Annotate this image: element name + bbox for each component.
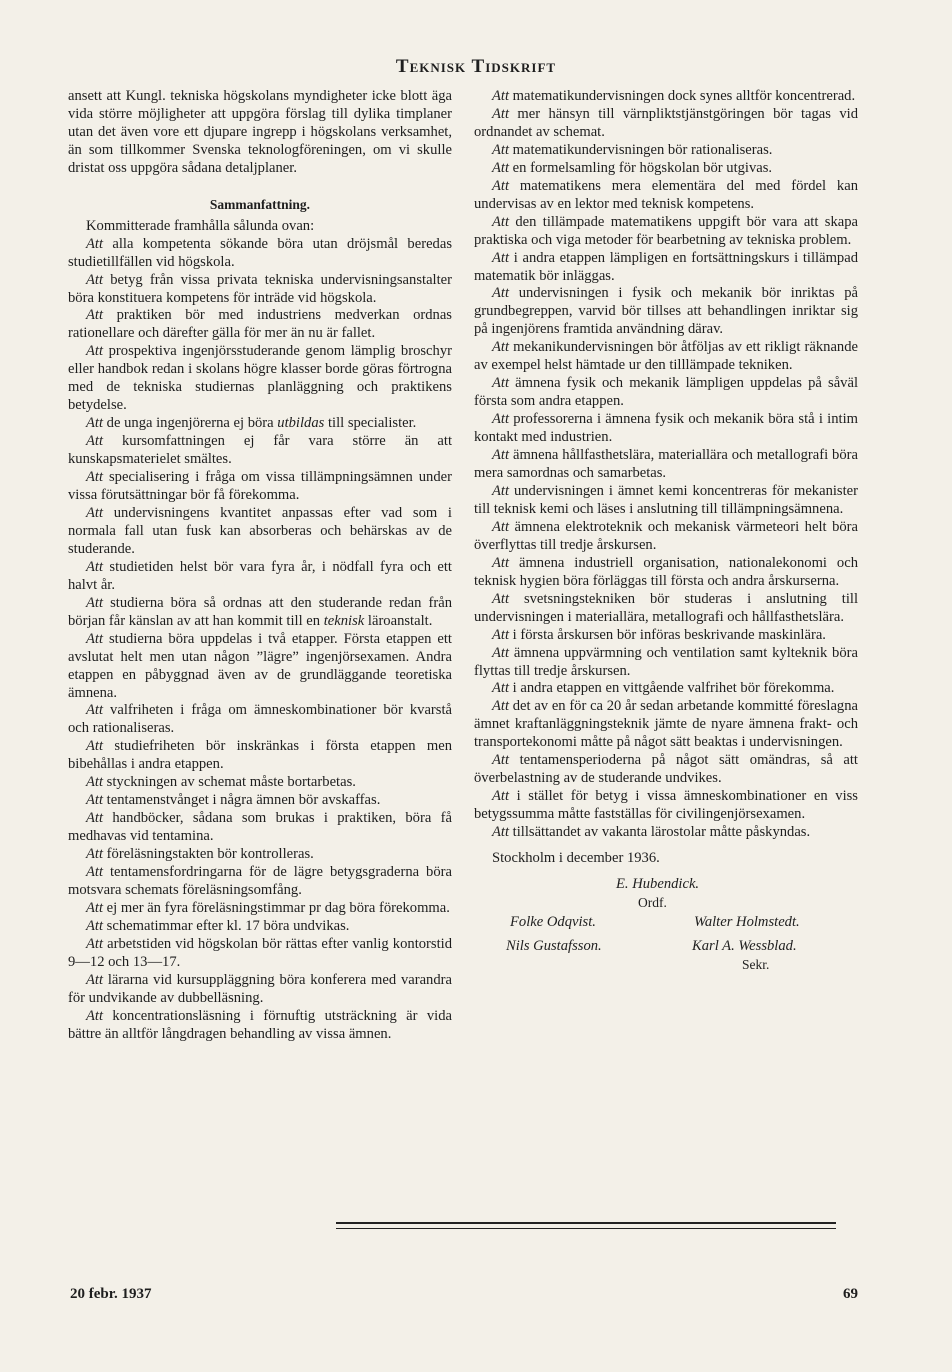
list-item (474, 178, 858, 214)
page-number: 69 (843, 1286, 858, 1302)
att-word: Att (492, 788, 510, 805)
closing-rule-bottom (336, 1228, 836, 1229)
item-text: i andra etappen lämpligen en fortsättningskurs i tillämpad matematik bör inläggas. (474, 249, 858, 284)
att-word: Att (492, 698, 510, 715)
att-word: Att (86, 630, 104, 647)
item-text: mer hänsyn till värnpliktstjänstgöringen bör tagas vid ordnandet av schemat. (474, 105, 858, 140)
att-word: Att (492, 644, 510, 661)
list-item (68, 846, 452, 864)
signature-1: Folke Odqvist. (510, 913, 596, 930)
list-item (474, 142, 858, 160)
att-word: Att (86, 702, 104, 719)
list-item (474, 447, 858, 483)
att-word: Att (86, 971, 104, 988)
list-item (68, 972, 452, 1008)
list-item (68, 792, 452, 810)
list-item (474, 106, 858, 142)
att-word: Att (86, 810, 104, 827)
item-text: studiefriheten bör inskränkas i första etappen men bibehållas i andra etappen. (68, 738, 452, 773)
list-item (474, 285, 858, 339)
item-text-continued: till specialister. (324, 415, 417, 432)
list-item (474, 250, 858, 286)
intro-paragraph: ansett att Kungl. tekniska högskolans myndigheter icke blott äga vida större möjligheter att uppgöra förslag till dylika timplaner utan det även vore ett djupare ingrepp i högskolans verksamhet, än som tillkommer Svenska teknologföreningen, om vi skulle dristat oss uppgöra sådana detaljplaner. (68, 88, 452, 176)
section-heading: Sammanfattning. (209, 196, 311, 212)
att-word: Att (86, 235, 104, 252)
att-word: Att (492, 249, 510, 266)
list-item (68, 810, 452, 846)
item-text: valfriheten i fråga om ämneskombinationer bör kvarstå och rationaliseras. (68, 702, 452, 737)
role-chair: Ordf. (638, 894, 667, 910)
item-text: professorerna i ämnena fysik och mekanik böra stå i intim kontakt med industrien. (474, 411, 858, 446)
att-word: Att (492, 141, 510, 158)
item-text: ämnena fysik och mekanik lämpligen uppdelas på såväl första som andra etappen. (474, 375, 858, 410)
footer-date: 20 febr. 1937 (70, 1286, 152, 1302)
att-word: Att (86, 271, 104, 288)
right-item-list (474, 88, 858, 842)
item-text: i stället för betyg i vissa ämneskombinationer en viss betygssumma måtte fastställas för civilingenjörsexamen. (474, 788, 858, 823)
att-word: Att (492, 159, 510, 176)
list-item (474, 824, 858, 842)
list-item (474, 591, 858, 627)
item-text: matematikundervisningen dock synes alltför koncentrerad. (509, 88, 856, 104)
list-item (68, 702, 452, 738)
list-item (474, 788, 858, 824)
item-text: undervisningens kvantitet anpassas efter vad som i normala fall utan fusk kan absorberas och behärskas av de studerande. (68, 504, 452, 557)
item-text: lärarna vid kursuppläggning böra konferera med varandra för undvikande av dubbelläsning. (68, 971, 452, 1006)
att-word: Att (492, 88, 510, 104)
att-word: Att (86, 469, 104, 486)
att-word: Att (492, 213, 510, 230)
att-word: Att (492, 518, 510, 535)
list-item (474, 411, 858, 447)
item-text: tentamensfordringarna för de lägre betygsgraderna böra motsvara schemats föreläsningsomfång. (68, 864, 452, 898)
item-text: matematikens mera elementära del med fördel kan undervisas av en lektor med teknisk kompetens. (474, 177, 858, 212)
item-emphasis: utbildas (277, 415, 325, 432)
list-item (474, 519, 858, 555)
list-item (474, 698, 858, 752)
closing-rule-top (336, 1222, 836, 1224)
att-word: Att (86, 846, 104, 863)
att-word: Att (86, 307, 104, 324)
att-word: Att (492, 447, 510, 464)
list-item (474, 483, 858, 519)
att-word: Att (86, 415, 104, 432)
list-item (68, 559, 452, 595)
list-item (68, 236, 452, 272)
att-word: Att (86, 917, 104, 934)
right-column (474, 88, 858, 988)
list-item (474, 752, 858, 788)
list-item (68, 900, 452, 918)
att-word: Att (492, 482, 510, 499)
att-word: Att (86, 899, 104, 916)
list-item (68, 918, 452, 936)
att-word: Att (86, 774, 104, 791)
att-word: Att (492, 752, 510, 769)
item-text: studietiden helst bör vara fyra år, i nödfall fyra och ett halvt år. (68, 558, 452, 593)
item-text: den tillämpade matematikens uppgift bör vara att skapa praktiska och viga metoder för bearbetning av tekniska problem. (474, 213, 858, 248)
att-word: Att (86, 433, 104, 450)
att-word: Att (492, 680, 510, 697)
item-text: specialisering i fråga om vissa tillämpningsämnen under vissa förutsättningar bör få förekomma. (68, 469, 452, 504)
item-text: kursomfattningen ej får vara större än att kunskapsmaterielet smältes. (68, 433, 452, 468)
list-item (68, 864, 452, 900)
list-item (68, 505, 452, 559)
att-word: Att (492, 375, 510, 392)
list-item (68, 738, 452, 774)
left-item-list (68, 236, 452, 1044)
list-item (474, 88, 858, 106)
att-word: Att (86, 864, 104, 881)
date-line: Stockholm i december 1936. (492, 850, 660, 867)
att-word: Att (492, 590, 510, 607)
item-text: ej mer än fyra föreläsningstimmar pr dag böra förekomma. (103, 899, 450, 916)
signature-block (474, 868, 858, 988)
signature-chair: E. Hubendick. (616, 875, 700, 892)
item-text: koncentrationsläsning i förnuftig utsträckning är vida bättre än alltför långdragen behandling av vissa ämnen. (68, 1007, 452, 1042)
item-text: alla kompetenta sökande böra utan dröjsmål beredas studietillfällen vid högskola. (68, 235, 452, 270)
att-word: Att (86, 343, 104, 360)
item-text: i andra etappen en vittgående valfrihet bör förekomma. (509, 680, 835, 697)
list-item (68, 307, 452, 343)
list-item (68, 469, 452, 505)
item-text: ämnena hållfasthetslära, materiallära och metallografi böra mera samordnas och samarbetas. (474, 447, 858, 482)
att-word: Att (86, 594, 104, 611)
item-text: prospektiva ingenjörsstuderande genom lämplig broschyr eller handbok redan i skolans högre klasser borde göras förtrogna med de tekniska studiernas planläggning och praktikens betydelse. (68, 343, 452, 414)
lead-paragraph: Kommitterade framhålla sålunda ovan: (86, 217, 315, 234)
att-word: Att (86, 504, 104, 521)
att-word: Att (492, 824, 510, 841)
item-text: matematikundervisningen bör rationaliseras. (509, 141, 773, 158)
left-column (68, 88, 452, 1044)
item-text: schematimmar efter kl. 17 böra undvikas. (103, 917, 350, 934)
item-text: undervisningen i ämnet kemi koncentreras för mekanister till teknisk kemi och läses i anslutning till tillämpningsämnena. (474, 482, 858, 517)
list-item (68, 595, 452, 631)
item-text: styckningen av schemat måste bortarbetas. (103, 774, 356, 791)
att-word: Att (492, 285, 510, 302)
list-item (474, 160, 858, 178)
item-text: en formelsamling för högskolan bör utgivas. (509, 159, 773, 176)
item-text: det av en för ca 20 år sedan arbetande kommitté föreslagna ämnet kraftanläggningsteknik jämte de nyare ämnena frakt- och transportekonomi måtte på något sätt beaktas i undervisningen. (474, 698, 858, 751)
item-text: studierna böra uppdelas i två etapper. Första etappen ett avslutat helt men utan någon ”lägre” ingenjörsexamen. Andra etappen en påbyggnad även av de grundläggande teoretiska ämnena. (68, 630, 452, 701)
list-item (474, 339, 858, 375)
item-text: de unga ingenjörerna ej böra (103, 415, 278, 432)
item-text: tentamensperioderna på något sätt omändras, så att överbelastning av de studerande undvikes. (474, 752, 858, 787)
item-text: ämnena elektroteknik och mekanisk värmeteori helt böra överflyttas till tredje årskursen. (474, 518, 858, 553)
list-item (68, 1008, 452, 1044)
list-item (474, 627, 858, 645)
att-word: Att (492, 339, 510, 356)
item-text: ämnena uppvärmning och ventilation samt kylteknik böra flyttas till tredje årskursen. (474, 644, 858, 679)
signature-4: Karl A. Wessblad. (692, 937, 797, 954)
item-text: handböcker, sådana som brukas i praktiken, böra få medhavas vid tentamina. (68, 810, 452, 845)
att-word: Att (492, 554, 510, 571)
item-text: studierna böra så ordnas att den studerande redan från början får känslan av att han kommit till en (68, 594, 452, 629)
item-text: arbetstiden vid högskolan bör rättas efter vanlig kontorstid 9—12 och 13—17. (68, 935, 452, 970)
att-word: Att (492, 411, 510, 428)
list-item (474, 645, 858, 681)
item-text: mekanikundervisningen bör åtföljas av ett rikligt räknande av exempel helst hämtade ur den tilllämpade tekniken. (474, 339, 858, 374)
item-text: tillsättandet av vakanta lärostolar måtte påskyndas. (509, 824, 811, 841)
list-item (68, 415, 452, 433)
list-item (68, 272, 452, 308)
list-item (68, 774, 452, 792)
list-item (474, 555, 858, 591)
att-word: Att (86, 1007, 104, 1024)
list-item (68, 343, 452, 415)
item-emphasis: teknisk (323, 612, 365, 629)
item-text: undervisningen i fysik och mekanik bör inriktas på grundbegreppen, varvid bör tillses att behandlingen inriktar sig på ingenjörens framtida användning därav. (474, 285, 858, 338)
att-word: Att (86, 738, 104, 755)
signature-2: Walter Holmstedt. (694, 913, 800, 930)
role-secretary: Sekr. (742, 956, 770, 972)
list-item (68, 936, 452, 972)
item-text: i första årskursen bör införas beskrivande maskinlära. (509, 626, 826, 643)
item-text: ämnena industriell organisation, nationalekonomi och teknisk hygien böra förläggas till första och andra årskurserna. (474, 554, 858, 589)
att-word: Att (492, 177, 510, 194)
list-item (474, 214, 858, 250)
journal-header: Teknisk Tidskrift (395, 56, 557, 77)
att-word: Att (86, 935, 104, 952)
item-text: tentamenstvånget i några ämnen bör avskaffas. (103, 792, 381, 809)
item-text: svetsningstekniken bör studeras i anslutning till undervisningen i materiallära, metallografi och hållfasthetslära. (474, 590, 858, 625)
list-item (474, 375, 858, 411)
att-word: Att (86, 558, 104, 575)
list-item (68, 433, 452, 469)
att-word: Att (86, 792, 104, 809)
att-word: Att (492, 626, 510, 643)
item-text: praktiken bör med industriens medverkan ordnas rationellare och därefter gälla för mer än nu är fallet. (68, 307, 452, 342)
signature-3: Nils Gustafsson. (506, 937, 602, 954)
att-word: Att (492, 105, 510, 122)
item-text-continued: läroanstalt. (364, 612, 433, 629)
item-text: betyg från vissa privata tekniska undervisningsanstalter böra konstituera kompetens för inträde vid högskola. (68, 271, 452, 306)
item-text: föreläsningstakten bör kontrolleras. (103, 846, 314, 863)
list-item (68, 631, 452, 703)
list-item (474, 680, 858, 698)
